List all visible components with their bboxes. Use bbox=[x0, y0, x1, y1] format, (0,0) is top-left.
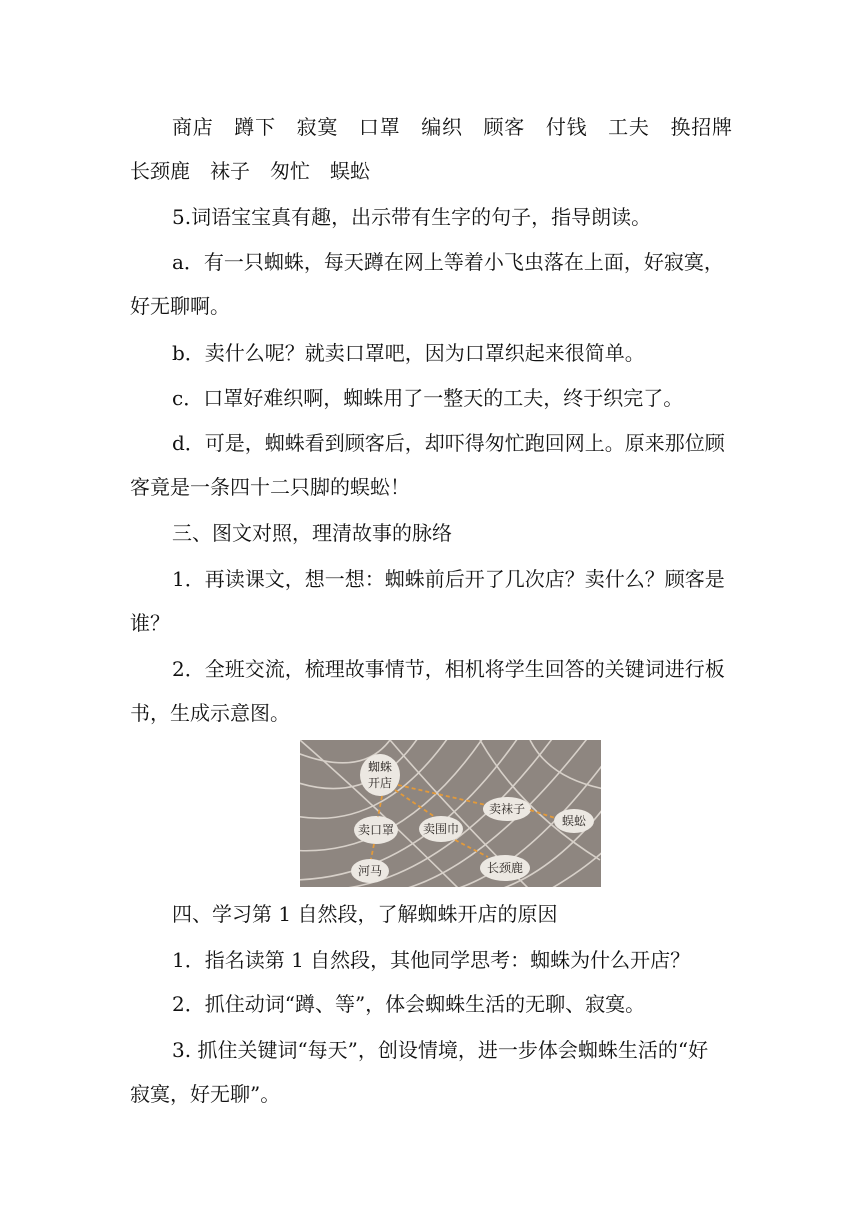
story-diagram-image bbox=[300, 740, 601, 887]
section-4-item-3-line-1: 3. 抓住关键词“每天”，创设情境，进一步体会蜘蛛生活的“好 bbox=[172, 1038, 709, 1062]
vocabulary-line-2: 长颈鹿 袜子 匆忙 蜈蚣 bbox=[130, 159, 370, 183]
section-4-item-3-line-2: 寂寞，好无聊”。 bbox=[130, 1082, 281, 1106]
sentence-b: b．卖什么呢？就卖口罩吧，因为口罩织起来很简单。 bbox=[172, 341, 645, 365]
section-4-heading: 四、学习第 1 自然段，了解蜘蛛开店的原因 bbox=[172, 902, 558, 926]
section-3-item-2-line-2: 书，生成示意图。 bbox=[130, 701, 290, 725]
spider-web-diagram bbox=[300, 740, 601, 887]
section-3-item-1-line-2: 谁？ bbox=[130, 611, 170, 635]
section-3-item-2-line-1: 2．全班交流，梳理故事情节，相机将学生回答的关键词进行板 bbox=[172, 657, 725, 681]
sentence-c: c．口罩好难织啊，蜘蛛用了一整天的工夫，终于织完了。 bbox=[172, 386, 684, 410]
diagram-node-hippo: 河马 bbox=[357, 864, 383, 878]
section-4-item-1: 1．指名读第 1 自然段，其他同学思考：蜘蛛为什么开店？ bbox=[172, 948, 691, 972]
section-3-item-1-line-1: 1．再读课文，想一想：蜘蛛前后开了几次店？卖什么？顾客是 bbox=[172, 567, 725, 591]
section-3-heading: 三、图文对照，理清故事的脉络 bbox=[172, 521, 452, 545]
sentence-a-line-1: a．有一只蜘蛛，每天蹲在网上等着小飞虫落在上面，好寂寞， bbox=[172, 250, 724, 274]
diagram-node-giraffe: 长颈鹿 bbox=[486, 861, 524, 875]
sentence-d-line-1: d．可是，蜘蛛看到顾客后，却吓得匆忙跑回网上。原来那位顾 bbox=[172, 431, 725, 455]
vocabulary-line-1: 商店 蹲下 寂寞 口罩 编织 顾客 付钱 工夫 换招牌 bbox=[172, 115, 732, 139]
step-5-text: 5.词语宝宝真有趣，出示带有生字的句子，指导朗读。 bbox=[172, 205, 652, 229]
sentence-a-line-2: 好无聊啊。 bbox=[130, 294, 230, 318]
diagram-node-sell-masks: 卖口罩 bbox=[357, 823, 395, 837]
diagram-node-spider-shop-line-1: 蜘蛛 bbox=[367, 760, 393, 774]
diagram-node-centipede: 蜈蚣 bbox=[561, 814, 587, 828]
diagram-node-sell-socks: 卖袜子 bbox=[488, 802, 526, 816]
spider-web-lines bbox=[300, 740, 601, 887]
section-4-item-2: 2．抓住动词“蹲、等”，体会蜘蛛生活的无聊、寂寞。 bbox=[172, 992, 646, 1016]
diagram-node-sell-scarves: 卖围巾 bbox=[422, 822, 460, 836]
sentence-d-line-2: 客竟是一条四十二只脚的蜈蚣！ bbox=[130, 475, 410, 499]
diagram-node-spider-shop-line-2: 开店 bbox=[367, 776, 393, 790]
